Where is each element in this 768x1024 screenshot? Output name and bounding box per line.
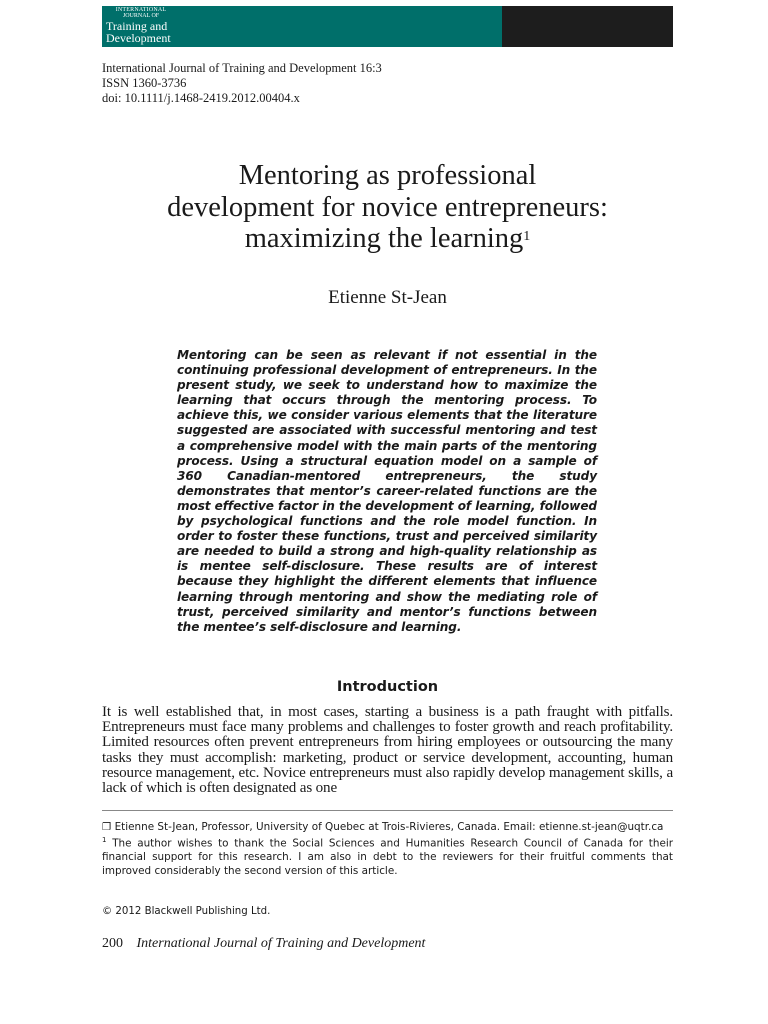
- page-number: 200: [102, 936, 123, 951]
- banner-dark-block: [502, 6, 673, 47]
- abstract: Mentoring can be seen as relevant if not essential in the continuing professional development of entrepreneurs. In the present study, we seek to understand how to maximize the learning that occurs through the mentoring process. To achieve this, we consider various elements that the literature suggested are associated with successful mentoring and test a comprehensive model with the main parts of the mentoring process. Using a structural equation model on a sample of 360 Canadian-mentored entrepreneurs, the study demonstrates that mentor’s career-related functions are the most effective factor in the development of learning, followed by psychological functions and the role model function. In order to foster these functions, trust and perceived similarity are needed to build a strong and high-quality relationship as is mentee self-disclosure. These results are of interest because they highlight the different elements that influence learning through mentoring and show the mediating role of trust, perceived similarity and mentor’s functions between the mentee’s self-disclosure and learning.: [177, 348, 597, 634]
- section-heading-introduction: Introduction: [336, 679, 439, 695]
- logo-line-4: Development: [106, 31, 171, 45]
- title-line-2: development for novice entrepreneurs:: [167, 191, 608, 223]
- title-line-3: [102, 223, 673, 255]
- copyright-notice: © 2012 Blackwell Publishing Ltd.: [102, 906, 271, 917]
- article-title: [102, 160, 673, 255]
- title-footnote-mark: 1: [523, 229, 531, 244]
- title-line-1: Mentoring as professional: [238, 160, 537, 191]
- logo-line-2: JOURNAL OF: [122, 13, 160, 19]
- logo-line-3: Training and: [106, 19, 168, 33]
- publication-meta: [102, 61, 382, 106]
- footer-journal-name: International Journal of Training and Development: [136, 936, 426, 951]
- journal-citation: International Journal of Training and Development 16:3: [102, 61, 382, 75]
- journal-banner: [102, 6, 673, 47]
- footnote-divider: [102, 810, 673, 811]
- issn: ISSN 1360-3736: [102, 76, 187, 90]
- footnote-1: [102, 834, 673, 878]
- doi: doi: 10.1111/j.1468-2419.2012.00404.x: [102, 91, 300, 105]
- footnote-1-text: The author wishes to thank the Social Sciences and Humanities Research Council of Canada for their financial support for this research. I am also in debt to the reviewers for their fruitful comments that improved considerably the second version of this article.: [102, 837, 673, 877]
- page-footer: [102, 936, 425, 952]
- introduction-paragraph: It is well established that, in most cases, starting a business is a path fraught with pitfalls. Entrepreneurs must face many problems and challenges to foster growth and reach profitability. Limited resources often prevent entrepreneurs from hiring employees or outsourcing the many tasks they must accomplish: marketing, product or service development, accounting, human resource management, etc. Novice entrepreneurs must also rapidly develop management skills, a lack of which is often designated as one: [102, 704, 673, 797]
- footnotes: [102, 821, 673, 878]
- journal-logo: [106, 7, 176, 44]
- title-line-3-text: maximizing the learning: [244, 223, 524, 254]
- author-affiliation-note: ❐ Etienne St-Jean, Professor, University of Quebec at Trois-Rivieres, Canada. Email: etienne.st-jean@uqtr.ca: [102, 821, 664, 833]
- footnote-1-mark: 1: [102, 836, 107, 845]
- banner-teal-block: [102, 6, 502, 47]
- logo-line-1: INTERNATIONAL: [115, 7, 167, 13]
- author-name: Etienne St-Jean: [328, 287, 447, 308]
